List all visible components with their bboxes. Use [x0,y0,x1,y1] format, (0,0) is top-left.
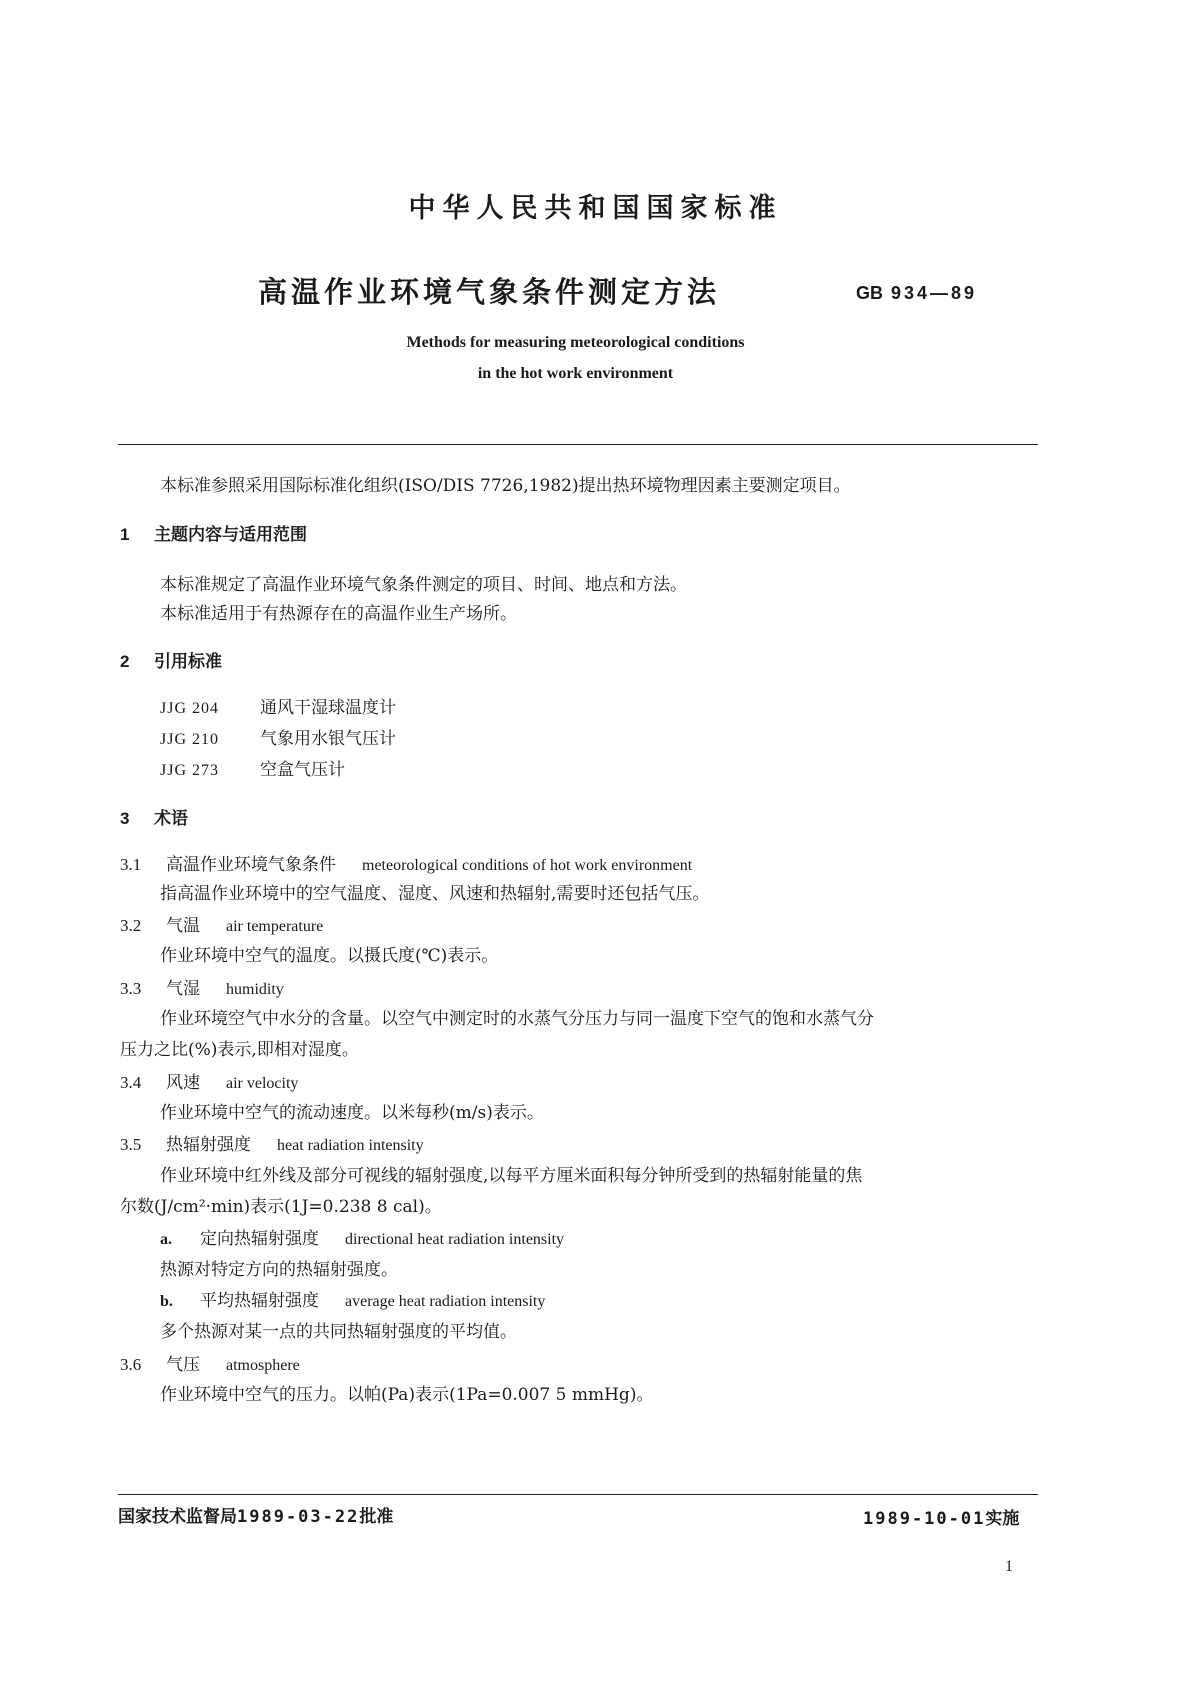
term-chinese: 热辐射强度 [166,1135,251,1155]
section-3-number: 3 [120,809,130,828]
reference-item [160,700,396,717]
reference-name: 通风干湿球温度计 [260,698,396,718]
reference-name: 空盒气压计 [260,760,345,780]
sub-item-a-definition: 热源对特定方向的热辐射强度。 [160,1260,398,1280]
standard-code-prefix: GB [856,283,883,303]
approval-line [118,1502,393,1527]
reference-code: JJG 210 [160,731,220,748]
term-english: meteorological conditions of hot work environment [362,857,693,874]
approval-suffix: 批准 [359,1507,394,1527]
term-number: 3.1 [120,855,142,874]
sub-item-english: directional heat radiation intensity [345,1231,565,1248]
term-3-6-definition: 作业环境中空气的压力。以帕(Pa)表示(1Pa=0.007 5 mmHg)。 [160,1385,654,1405]
section-1-heading [120,526,307,544]
sub-item-chinese: 定向热辐射强度 [200,1229,319,1249]
term-chinese: 高温作业环境气象条件 [166,855,336,875]
term-3-6 [120,1356,300,1374]
term-number: 3.3 [120,979,142,998]
sub-item-letter: a. [160,1231,172,1248]
term-english: humidity [226,981,284,998]
section-2-heading [120,653,222,671]
term-english: air velocity [226,1075,299,1092]
term-english: heat radiation intensity [277,1137,424,1154]
term-chinese: 气温 [166,916,200,936]
effective-line [863,1504,1019,1529]
sub-item-english: average heat radiation intensity [345,1293,546,1310]
standard-code [856,283,977,304]
term-3-1-definition: 指高温作业环境中的空气温度、湿度、风速和热辐射,需要时还包括气压。 [160,884,710,904]
term-3-3-definition-line-1: 作业环境空气中水分的含量。以空气中测定时的水蒸气分压力与同一温度下空气的饱和水蒸气分 [160,1009,874,1029]
term-3-3 [120,980,284,998]
term-number: 3.6 [120,1355,142,1374]
term-english: atmosphere [226,1357,300,1374]
term-chinese: 风速 [166,1073,200,1093]
english-title-line-2: in the hot work environment [477,365,674,382]
section-3-heading [120,810,188,828]
header-divider [118,444,1038,445]
sub-item-a [160,1231,564,1248]
approval-organization: 国家技术监督局 [118,1507,237,1527]
sub-item-b-definition: 多个热源对某一点的共同热辐射强度的平均值。 [160,1322,517,1342]
term-3-5-definition-line-2: 尔数(J/cm²·min)表示(1J=0.238 8 cal)。 [120,1197,442,1217]
intro-paragraph: 本标准参照采用国际标准化组织(ISO/DIS 7726,1982)提出热环境物理因素主要测定项目。 [160,476,851,496]
reference-code: JJG 204 [160,700,220,717]
term-chinese: 气湿 [166,979,200,999]
term-3-2 [120,917,323,935]
term-3-2-definition: 作业环境中空气的温度。以摄氏度(℃)表示。 [160,946,499,966]
term-3-4 [120,1074,298,1092]
standard-organization: 中华人民共和国国家标准 [408,193,783,224]
english-title-line-1: Methods for measuring meteorological conditions [406,334,745,351]
standard-title: 高温作业环境气象条件测定方法 [258,275,721,309]
term-3-4-definition: 作业环境中空气的流动速度。以米每秒(m/s)表示。 [160,1103,544,1123]
term-3-5 [120,1136,424,1154]
sub-item-letter: b. [160,1293,173,1310]
footer-divider [118,1494,1038,1495]
term-number: 3.4 [120,1073,142,1092]
term-3-3-definition-line-2: 压力之比(%)表示,即相对湿度。 [120,1040,359,1060]
term-3-1 [120,856,692,874]
reference-item [160,762,345,779]
reference-code: JJG 273 [160,762,220,779]
section-3-title: 术语 [154,809,188,829]
standard-code-number: 934—89 [891,283,978,303]
section-2-number: 2 [120,652,130,671]
section-1-title: 主题内容与适用范围 [154,525,307,545]
reference-item [160,731,396,748]
section-1-para-2: 本标准适用于有热源存在的高温作业生产场所。 [160,604,517,624]
approval-date: 1989-03-22 [237,1507,360,1527]
page-number: 1 [1005,1558,1013,1575]
term-3-5-definition-line-1: 作业环境中红外线及部分可视线的辐射强度,以每平方厘米面积每分钟所受到的热辐射能量的焦 [160,1166,863,1186]
reference-name: 气象用水银气压计 [260,729,396,749]
term-number: 3.5 [120,1135,142,1154]
term-number: 3.2 [120,916,142,935]
effective-suffix: 实施 [985,1509,1020,1529]
sub-item-chinese: 平均热辐射强度 [200,1291,319,1311]
section-1-number: 1 [120,525,130,544]
section-1-para-1: 本标准规定了高温作业环境气象条件测定的项目、时间、地点和方法。 [160,575,687,595]
effective-date: 1989-10-01 [863,1509,986,1529]
term-english: air temperature [226,918,324,935]
sub-item-b [160,1293,545,1310]
term-chinese: 气压 [166,1355,200,1375]
section-2-title: 引用标准 [154,652,222,672]
